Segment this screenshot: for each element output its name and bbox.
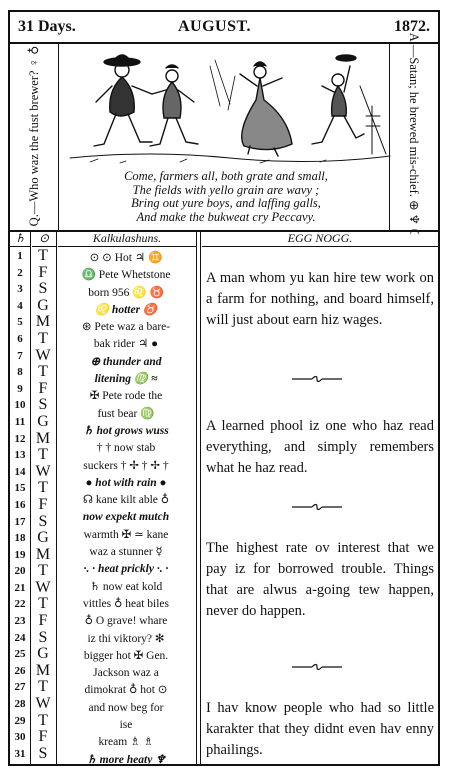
kalkulashun-line: litening ♍ ≈ xyxy=(94,373,158,386)
day-row xyxy=(10,464,56,481)
weekday-letter: G xyxy=(37,529,49,547)
kalkulashun-line: ☊ kane kilt able ♁ xyxy=(82,494,170,507)
kalkulashun-line: suckers † ✢ † ✢ † xyxy=(83,459,169,472)
day-number: 14 xyxy=(14,465,26,478)
weekday-letter: M xyxy=(35,545,51,563)
kalkulashun-line: ♌ hotter ♉ xyxy=(94,303,158,316)
day-number: 27 xyxy=(14,681,26,694)
day-number: 31 xyxy=(14,747,26,760)
kalkulashun-line: ♁ O grave! whare xyxy=(84,615,168,628)
day-number: 5 xyxy=(17,316,23,329)
col-head-saturn: ♄ xyxy=(10,230,30,247)
weekday-letter: S xyxy=(38,628,48,646)
kalkulashun-line: ● hot with rain ● xyxy=(85,476,167,489)
column-divider xyxy=(196,230,197,764)
ornament-divider xyxy=(290,662,344,672)
weekday-letter: G xyxy=(37,412,49,430)
day-number: 29 xyxy=(14,714,26,727)
day-number: 20 xyxy=(14,565,26,578)
day-number: 11 xyxy=(14,415,26,428)
kalkulashun-line: Jackson waz a xyxy=(93,667,159,680)
weekday-letter: T xyxy=(38,479,48,497)
weekday-letter: T xyxy=(38,363,48,381)
day-row xyxy=(10,746,56,763)
kalkulashuns-list xyxy=(58,250,194,769)
weekday-letter: F xyxy=(38,728,48,746)
weekday-letter: W xyxy=(35,346,51,364)
weekday-letter: F xyxy=(38,495,48,513)
weekday-letter: T xyxy=(38,595,48,613)
kalkulashun-line: born 956 ♌ ♉ xyxy=(88,286,164,299)
answer-column xyxy=(389,32,438,240)
kalkulashun-line: ♎ Pete Whetstone xyxy=(81,269,171,282)
ornament-divider xyxy=(290,502,344,512)
kalkulashun-line: ⊛ Pete waz a bare- xyxy=(81,321,171,334)
day-number: 24 xyxy=(14,631,26,644)
year: 1872. xyxy=(394,18,430,35)
question-column xyxy=(10,42,59,230)
day-row xyxy=(10,530,56,547)
day-row xyxy=(10,414,56,431)
ornament-divider xyxy=(290,374,344,384)
day-number: 25 xyxy=(14,648,26,661)
weekday-letter: S xyxy=(38,512,48,530)
weekday-letter: W xyxy=(35,578,51,596)
kalkulashun-line: waz a stunner ☿ xyxy=(89,546,163,559)
day-number: 7 xyxy=(17,349,23,362)
nogg-paragraph: The highest rate ov interest that we pay iz for borrowed trouble. Things that are alwus a-going tew happen, never do happen. xyxy=(206,540,434,619)
nogg-paragraph: A man whom yu kan hire tew work on a farm for nothing, and board himself, will just about earn hiz wages. xyxy=(206,270,434,328)
question-text: Q.—Who waz the fust brewer? ♀ ♁ xyxy=(27,45,41,227)
weekday-letter: T xyxy=(38,247,48,264)
day-number: 3 xyxy=(17,283,23,296)
day-row xyxy=(10,514,56,531)
weekday-letter: G xyxy=(37,645,49,663)
weekday-letter: T xyxy=(38,678,48,696)
column-divider xyxy=(56,230,57,764)
day-number: 22 xyxy=(14,598,26,611)
day-row xyxy=(10,265,56,282)
kalkulashun-line: dimokrat ♁ hot ⊙ xyxy=(84,684,168,697)
day-row xyxy=(10,630,56,647)
day-number: 9 xyxy=(17,382,23,395)
weekday-letter: T xyxy=(38,329,48,347)
verse-line: Bring out yure boys, and laffing galls, xyxy=(131,196,321,210)
weekday-letter: W xyxy=(35,695,51,713)
day-number: 21 xyxy=(14,581,26,594)
column-divider xyxy=(200,230,201,764)
kalkulashun-line: ♄ hot grows wuss xyxy=(83,424,169,437)
kalkulashun-line: vittles ♁ heat biles xyxy=(82,597,170,610)
calendar-grid xyxy=(10,230,438,764)
weekday-letter: G xyxy=(37,296,49,314)
dancing-farmers-illustration xyxy=(60,46,392,168)
kalkulashun-line: iz thi viktory? ✻ xyxy=(87,632,165,645)
day-row xyxy=(10,447,56,464)
verse-line: Come, farmers all, both grate and small, xyxy=(124,169,328,183)
days-count: 31 Days. xyxy=(18,18,76,35)
day-row xyxy=(10,364,56,381)
day-number: 1 xyxy=(17,250,23,262)
day-row xyxy=(10,563,56,580)
weekday-letter: F xyxy=(38,263,48,281)
day-number: 16 xyxy=(14,498,26,511)
kalkulashun-line: kream ♗ ♗ xyxy=(98,736,154,749)
day-row xyxy=(10,331,56,348)
page-header xyxy=(10,12,438,44)
nogg-paragraph: I hav know people who had so little karakter that they didnt even hav enny phailings. xyxy=(206,700,434,758)
weekday-letter: M xyxy=(35,429,51,447)
kalkulashun-line: ·. · heat prickly ·. · xyxy=(83,563,169,576)
kalkulashun-line: ♄ now eat kold xyxy=(89,580,163,593)
col-head-kalkulashuns: Kalkulashuns. xyxy=(58,230,196,247)
day-number: 28 xyxy=(14,698,26,711)
day-row xyxy=(10,397,56,414)
day-row xyxy=(10,281,56,298)
kalkulashun-line: now expekt mutch xyxy=(82,511,170,524)
day-row xyxy=(10,497,56,514)
kalkulashun-line: † † now stab xyxy=(96,442,156,455)
day-row xyxy=(10,348,56,365)
day-row xyxy=(10,248,56,265)
weekday-letter: W xyxy=(35,462,51,480)
verse xyxy=(60,170,392,224)
day-row xyxy=(10,298,56,315)
day-row xyxy=(10,729,56,746)
day-row xyxy=(10,646,56,663)
col-head-egg-nogg: EGG NOGG. xyxy=(202,230,438,247)
day-number: 17 xyxy=(14,515,26,528)
almanac-page xyxy=(8,10,440,766)
weekday-letter: T xyxy=(38,711,48,729)
nogg-paragraph: A learned phool iz one who haz read everything, and simply remembers what he haz read. xyxy=(206,418,434,476)
day-number: 15 xyxy=(14,482,26,495)
weekday-letter: S xyxy=(38,396,48,414)
verse-line: The fields with yello grain are wavy ; xyxy=(132,182,320,197)
day-list xyxy=(10,248,56,762)
day-row xyxy=(10,431,56,448)
day-row xyxy=(10,613,56,630)
weekday-letter: S xyxy=(38,744,48,762)
verse-line: And make the bukweat cry Peccavy. xyxy=(136,209,316,224)
weekday-letter: F xyxy=(38,612,48,630)
day-row xyxy=(10,596,56,613)
day-row xyxy=(10,663,56,680)
col-head-sun: ⊙ xyxy=(32,230,56,247)
day-row xyxy=(10,480,56,497)
day-number: 23 xyxy=(14,615,26,628)
day-number: 13 xyxy=(14,449,26,462)
day-number: 4 xyxy=(17,299,23,312)
weekday-letter: F xyxy=(38,379,48,397)
day-row xyxy=(10,547,56,564)
kalkulashun-line: ✠ Pete rode the xyxy=(89,390,163,403)
day-number: 8 xyxy=(17,366,23,379)
weekday-letter: T xyxy=(38,562,48,580)
month-title: AUGUST. xyxy=(178,18,251,35)
day-number: 6 xyxy=(17,332,23,345)
kalkulashun-line: ⊕ thunder and xyxy=(90,355,162,368)
day-row xyxy=(10,696,56,713)
weekday-letter: S xyxy=(38,280,48,298)
day-number: 2 xyxy=(17,266,23,279)
weekday-letter: T xyxy=(38,446,48,464)
kalkulashun-line: and now beg for xyxy=(88,701,164,714)
day-number: 18 xyxy=(14,532,26,545)
kalkulashun-line: bigger hot ✠ Gen. xyxy=(83,649,169,662)
day-number: 10 xyxy=(14,399,26,412)
day-row xyxy=(10,679,56,696)
kalkulashun-line: bak rider ♃ ● xyxy=(93,338,159,351)
day-row xyxy=(10,580,56,597)
day-row xyxy=(10,314,56,331)
day-row xyxy=(10,713,56,730)
kalkulashun-line: warmth ✠ ≃ kane xyxy=(83,528,169,541)
day-number: 30 xyxy=(14,731,26,744)
weekday-letter: M xyxy=(35,661,51,679)
day-row xyxy=(10,381,56,398)
day-number: 26 xyxy=(14,664,26,677)
day-number: 19 xyxy=(14,548,26,561)
kalkulashun-line: fust bear ♍ xyxy=(97,407,155,420)
kalkulashun-line: ⊙ ⊙ Hot ♃ ♊ xyxy=(89,252,163,264)
weekday-letter: M xyxy=(35,313,51,331)
answer-text: A.—Satan; he brewed mis-chief. ⊕ ♆ ☾ xyxy=(407,32,421,240)
kalkulashun-line: ♄ more heaty ♆ xyxy=(86,753,166,766)
kalkulashun-line: ise xyxy=(119,719,133,732)
day-number: 12 xyxy=(14,432,26,445)
